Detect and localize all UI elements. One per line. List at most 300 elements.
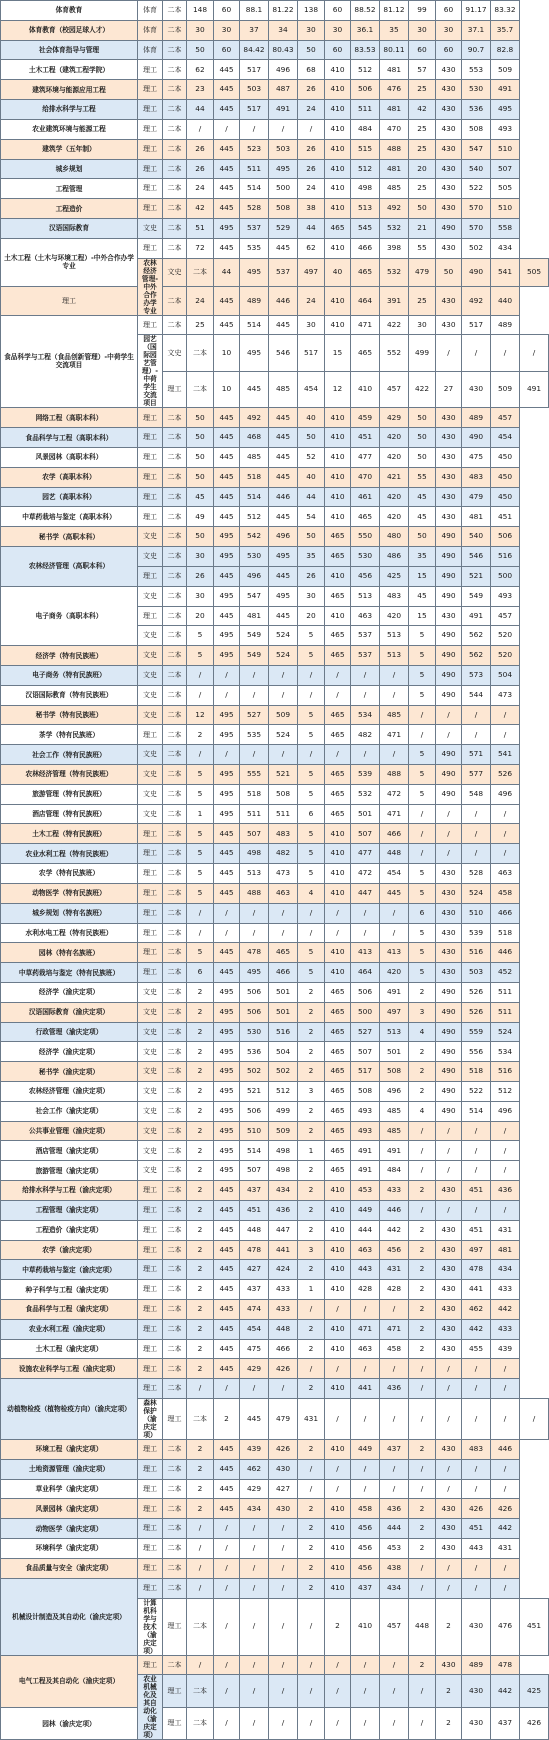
subject-type-cell: 理工 [138, 428, 163, 448]
score-cell: / [298, 903, 325, 923]
score-cell: 50 [187, 40, 214, 60]
table-row [1, 159, 549, 179]
score-cell: / [325, 1707, 351, 1740]
score-cell: 512 [491, 1082, 520, 1102]
score-cell: 456 [380, 1240, 409, 1260]
score-cell: / [240, 1707, 269, 1740]
score-cell: 27 [436, 371, 462, 408]
table-row [1, 179, 549, 199]
subject-type-cell: 理工 [138, 1280, 163, 1300]
score-cell: 55 [409, 467, 436, 487]
score-cell: 518 [462, 1062, 491, 1082]
score-cell: 510 [491, 199, 520, 219]
score-cell: / [409, 1379, 436, 1399]
score-cell: 2 [187, 982, 214, 1002]
score-cell: 431 [491, 1539, 520, 1559]
score-cell: 10 [214, 371, 240, 408]
score-cell: / [351, 1399, 380, 1440]
score-cell: 466 [380, 824, 409, 844]
score-cell: 488 [240, 883, 269, 903]
score-cell: / [462, 1479, 491, 1499]
batch-level-cell: 二本 [163, 903, 187, 923]
score-cell: 30 [436, 20, 462, 40]
subject-type-cell: 理工 [138, 80, 163, 100]
score-cell: 524 [269, 626, 298, 646]
score-cell: 501 [380, 1042, 409, 1062]
score-cell: 485 [269, 371, 298, 408]
score-cell: 26 [187, 566, 214, 586]
score-cell: 534 [491, 1042, 520, 1062]
score-cell: 433 [269, 1299, 298, 1319]
batch-level-cell: 二本 [187, 335, 214, 372]
score-cell: 413 [351, 943, 380, 963]
score-cell: 37.1 [462, 20, 491, 40]
score-cell: 2 [298, 1440, 325, 1460]
score-cell: / [187, 1558, 214, 1578]
score-cell: 1 [298, 1141, 325, 1161]
score-cell: 490 [436, 784, 462, 804]
major-name-cell: 汉语国际教育（特有民族班） [1, 685, 138, 705]
major-name-cell: 草业科学（渝庆定项） [1, 1479, 138, 1499]
score-cell: 508 [269, 784, 298, 804]
score-cell: 6 [298, 804, 325, 824]
subject-type-cell: 理工 [138, 1200, 163, 1220]
score-cell: 530 [351, 547, 380, 567]
score-cell: 491 [351, 1141, 380, 1161]
score-cell: 513 [351, 586, 380, 606]
score-cell: 10 [214, 335, 240, 372]
major-name-cell: 风景园林（高职本科） [1, 448, 138, 468]
score-cell: / [462, 804, 491, 824]
major-name-cell: 秘书学（特有民族班） [1, 705, 138, 725]
score-cell: 473 [491, 685, 520, 705]
score-cell: 410 [325, 1260, 351, 1280]
score-cell: / [409, 1399, 436, 1440]
score-cell: 50 [409, 428, 436, 448]
table-row [1, 80, 549, 100]
score-cell: 35.7 [491, 20, 520, 40]
score-cell: 5 [298, 765, 325, 785]
score-cell: / [325, 665, 351, 685]
score-cell: 490 [436, 626, 462, 646]
batch-level-cell: 二本 [163, 1339, 187, 1359]
major-name-cell: 设施农业科学与工程（渝庆定项） [1, 1359, 138, 1379]
table-row [1, 1578, 549, 1598]
score-cell: 35 [409, 547, 436, 567]
score-cell: / [351, 665, 380, 685]
score-cell: 437 [491, 1707, 520, 1740]
score-cell: 445 [214, 963, 240, 983]
score-cell: / [380, 903, 409, 923]
score-cell: 25 [409, 119, 436, 139]
score-cell: 465 [325, 626, 351, 646]
score-cell: / [380, 745, 409, 765]
score-cell: 463 [351, 1240, 380, 1260]
score-cell: 507 [240, 824, 269, 844]
score-cell: 463 [269, 883, 298, 903]
score-cell: / [298, 1675, 325, 1708]
score-cell: 436 [269, 1200, 298, 1220]
score-cell: 410 [325, 238, 351, 258]
score-cell: / [436, 1121, 462, 1141]
score-cell: 26 [187, 159, 214, 179]
batch-level-cell: 二本 [163, 1499, 187, 1519]
table-row [1, 1319, 549, 1339]
score-cell: 138 [298, 1, 325, 21]
score-cell: / [491, 725, 520, 745]
score-cell: 465 [325, 646, 351, 666]
major-name-cell: 食品科学与工程（渝庆定项） [1, 1299, 138, 1319]
score-cell: / [187, 903, 214, 923]
score-cell: 465 [325, 1042, 351, 1062]
score-cell: 511 [240, 159, 269, 179]
score-cell: 30 [298, 315, 325, 335]
score-cell: / [409, 705, 436, 725]
score-cell: 495 [214, 804, 240, 824]
score-cell: 429 [240, 1359, 269, 1379]
table-row [1, 1181, 549, 1201]
score-cell: 522 [462, 179, 491, 199]
score-cell: / [214, 1379, 240, 1399]
score-cell: / [409, 844, 436, 864]
score-cell: / [409, 804, 436, 824]
score-cell: / [436, 804, 462, 824]
batch-level-cell: 二本 [163, 1359, 187, 1379]
score-cell: 476 [380, 80, 409, 100]
score-cell: 60 [214, 1, 240, 21]
score-cell: 426 [269, 1359, 298, 1379]
score-cell: / [462, 1359, 491, 1379]
score-cell: 50 [187, 467, 214, 487]
score-cell: 449 [351, 1200, 380, 1220]
major-name-cell: 园艺（国际园艺管理）-中荷学生交流项目 [138, 335, 163, 408]
score-cell: / [298, 1655, 325, 1675]
score-cell: 453 [351, 1181, 380, 1201]
subject-type-cell: 理工 [138, 408, 163, 428]
score-cell: 448 [409, 1598, 436, 1655]
major-name-cell: 工程管理（渝庆定项） [1, 1200, 138, 1220]
score-cell: 26 [298, 159, 325, 179]
score-cell: 444 [380, 1519, 409, 1539]
subject-type-cell: 理工 [138, 60, 163, 80]
score-cell: / [491, 1399, 520, 1440]
table-row [1, 100, 549, 120]
score-cell: 477 [351, 448, 380, 468]
subject-type-cell: 理工 [138, 883, 163, 903]
score-cell: 445 [214, 844, 240, 864]
score-cell: 513 [380, 1022, 409, 1042]
table-row [1, 665, 549, 685]
major-name-cell: 农学（高职本科） [1, 467, 138, 487]
score-cell: / [380, 1479, 409, 1499]
score-cell: / [325, 685, 351, 705]
batch-level-cell: 二本 [187, 258, 214, 287]
score-cell: 410 [325, 199, 351, 219]
score-cell: 448 [269, 1319, 298, 1339]
score-cell: 2 [409, 1240, 436, 1260]
score-cell: 430 [436, 1240, 462, 1260]
score-cell: / [491, 1558, 520, 1578]
score-cell: 433 [380, 1181, 409, 1201]
batch-level-cell: 二本 [163, 1022, 187, 1042]
score-cell: 465 [325, 1161, 351, 1181]
score-cell: 429 [240, 1479, 269, 1499]
score-cell: 490 [436, 586, 462, 606]
score-cell: / [240, 903, 269, 923]
major-name-cell: 工程管理 [1, 179, 138, 199]
score-cell: 463 [351, 606, 380, 626]
score-cell: 490 [436, 218, 462, 238]
subject-type-cell: 文史 [138, 1042, 163, 1062]
score-cell: 2 [187, 1260, 214, 1280]
subject-type-cell: 理工 [138, 1240, 163, 1260]
score-cell: 2 [436, 1598, 462, 1655]
score-cell: 518 [240, 784, 269, 804]
score-cell: 490 [436, 1042, 462, 1062]
score-cell: 2 [187, 725, 214, 745]
score-cell: 5 [298, 864, 325, 884]
batch-level-cell: 二本 [163, 100, 187, 120]
score-cell: 558 [491, 218, 520, 238]
score-cell: 425 [380, 566, 409, 586]
score-cell: 445 [214, 1359, 240, 1379]
batch-level-cell: 二本 [163, 1, 187, 21]
major-name-cell: 土木工程（建筑工程学院） [1, 60, 138, 80]
batch-level-cell: 二本 [163, 1240, 187, 1260]
score-cell: / [409, 824, 436, 844]
score-cell: 490 [436, 665, 462, 685]
score-cell: 526 [491, 765, 520, 785]
score-cell: 68 [298, 60, 325, 80]
score-cell: 2 [214, 1399, 240, 1440]
score-cell: 485 [240, 448, 269, 468]
table-row [1, 1499, 549, 1519]
score-cell: 503 [240, 80, 269, 100]
score-cell: 430 [436, 467, 462, 487]
score-cell: 445 [214, 1200, 240, 1220]
score-cell: 447 [351, 883, 380, 903]
score-cell: 438 [380, 1558, 409, 1578]
score-cell: 2 [409, 1339, 436, 1359]
score-cell: / [409, 1558, 436, 1578]
score-cell: 2 [298, 982, 325, 1002]
score-cell: 503 [462, 963, 491, 983]
score-cell: 445 [214, 315, 240, 335]
score-cell: 530 [240, 1022, 269, 1042]
score-cell: 26 [298, 80, 325, 100]
score-cell: 2 [409, 1499, 436, 1519]
score-cell: 465 [325, 1062, 351, 1082]
batch-level-cell: 二本 [163, 20, 187, 40]
score-cell: 450 [491, 487, 520, 507]
score-cell: 445 [380, 883, 409, 903]
score-cell: 495 [214, 1022, 240, 1042]
score-cell: 434 [240, 1499, 269, 1519]
score-cell: 528 [240, 199, 269, 219]
batch-level-cell: 二本 [163, 844, 187, 864]
score-cell: / [269, 685, 298, 705]
score-cell: 495 [214, 725, 240, 745]
score-cell: 445 [214, 1319, 240, 1339]
score-cell: 445 [214, 1339, 240, 1359]
score-cell: 496 [240, 566, 269, 586]
subject-type-cell: 理工 [138, 159, 163, 179]
score-cell: 570 [462, 199, 491, 219]
score-cell: / [436, 705, 462, 725]
score-cell: / [436, 824, 462, 844]
subject-type-cell: 文史 [138, 218, 163, 238]
score-cell: 5 [187, 824, 214, 844]
score-cell: / [240, 665, 269, 685]
subject-type-cell: 文史 [138, 1082, 163, 1102]
score-cell: / [240, 1558, 269, 1578]
major-name-cell: 中草药栽培与鉴定（特有民族班） [1, 963, 138, 983]
score-cell: 24 [298, 179, 325, 199]
score-cell: 410 [325, 448, 351, 468]
score-cell: 512 [351, 159, 380, 179]
score-cell: 495 [214, 586, 240, 606]
table-row [1, 1459, 549, 1479]
score-cell: / [269, 1519, 298, 1539]
table-row [1, 903, 549, 923]
score-cell: 500 [491, 566, 520, 586]
table-row [1, 824, 549, 844]
score-cell: / [436, 725, 462, 745]
score-cell: 463 [351, 1339, 380, 1359]
table-row [1, 238, 549, 258]
score-cell: 45 [409, 586, 436, 606]
table-row [1, 745, 549, 765]
score-cell: 495 [269, 586, 298, 606]
score-cell: 461 [351, 487, 380, 507]
score-cell: 430 [436, 60, 462, 80]
score-cell: 465 [351, 507, 380, 527]
major-name-cell: 计算机科学与技术（渝庆定项） [138, 1598, 163, 1655]
score-cell: 455 [462, 1339, 491, 1359]
score-cell: 430 [436, 923, 462, 943]
score-cell: / [187, 685, 214, 705]
batch-level-cell: 二本 [163, 1578, 187, 1598]
major-name-cell: 园林（特有名族班） [1, 943, 138, 963]
score-cell: 470 [380, 119, 409, 139]
score-cell: / [269, 1379, 298, 1399]
table-row [1, 408, 549, 428]
batch-level-cell: 二本 [163, 1319, 187, 1339]
major-name-cell: 汉语国际教育 [1, 218, 138, 238]
score-cell: 483 [462, 467, 491, 487]
score-cell: 20 [298, 606, 325, 626]
score-cell: / [351, 1707, 380, 1740]
score-cell: 5 [187, 864, 214, 884]
score-cell: 2 [187, 1062, 214, 1082]
score-cell: 82.8 [491, 40, 520, 60]
major-name-cell: 秘书学（高职本科） [1, 527, 138, 547]
score-cell: / [462, 1161, 491, 1181]
batch-level-cell: 二本 [163, 765, 187, 785]
score-cell: 495 [240, 963, 269, 983]
score-cell: / [520, 335, 549, 372]
score-cell: 481 [380, 159, 409, 179]
score-cell: / [409, 1578, 436, 1598]
score-cell: 503 [269, 139, 298, 159]
score-cell: 413 [380, 943, 409, 963]
score-cell: 430 [269, 1459, 298, 1479]
score-cell: 410 [325, 467, 351, 487]
score-cell: 2 [409, 1082, 436, 1102]
score-cell: / [491, 844, 520, 864]
score-cell: 527 [240, 705, 269, 725]
score-cell: / [325, 1655, 351, 1675]
score-cell: / [240, 1539, 269, 1559]
score-cell: 30 [187, 547, 214, 567]
score-cell: 436 [380, 1379, 409, 1399]
score-cell: 430 [436, 199, 462, 219]
score-cell: 509 [269, 1121, 298, 1141]
score-cell: 445 [214, 507, 240, 527]
score-cell: 437 [240, 1280, 269, 1300]
score-cell: / [187, 745, 214, 765]
score-cell: / [269, 745, 298, 765]
score-cell: 26 [298, 139, 325, 159]
score-cell: 445 [269, 507, 298, 527]
score-cell: 449 [351, 1440, 380, 1460]
score-cell: / [269, 903, 298, 923]
score-cell: 430 [436, 1519, 462, 1539]
table-row [1, 1062, 549, 1082]
batch-level-cell: 二本 [163, 40, 187, 60]
subject-type-cell: 理工 [138, 1299, 163, 1319]
subject-type-cell: 理工 [138, 725, 163, 745]
score-cell: 410 [325, 566, 351, 586]
score-cell: 60 [325, 40, 351, 60]
score-cell: 2 [298, 1339, 325, 1359]
score-cell: 5 [187, 844, 214, 864]
score-cell: 2 [187, 1200, 214, 1220]
score-cell: 445 [214, 60, 240, 80]
score-cell: 471 [351, 1319, 380, 1339]
score-cell: 490 [436, 1062, 462, 1082]
score-cell: / [409, 1121, 436, 1141]
score-cell: 420 [380, 428, 409, 448]
score-cell: / [491, 1479, 520, 1499]
score-cell: / [462, 725, 491, 745]
score-cell: 450 [491, 448, 520, 468]
batch-level-cell: 二本 [163, 784, 187, 804]
batch-level-cell: 二本 [163, 119, 187, 139]
score-cell: 433 [269, 1280, 298, 1300]
score-cell: 457 [491, 408, 520, 428]
score-cell: 42 [187, 199, 214, 219]
score-cell: 474 [240, 1299, 269, 1319]
batch-level-cell: 二本 [163, 1101, 187, 1121]
score-cell: 442 [491, 1675, 520, 1708]
score-cell: 91.17 [462, 1, 491, 21]
score-cell: 410 [325, 883, 351, 903]
score-cell: 430 [436, 1260, 462, 1280]
score-cell: 485 [380, 1121, 409, 1141]
score-cell: 430 [436, 448, 462, 468]
batch-level-cell: 二本 [187, 1399, 214, 1440]
major-name-cell: 农林经济管理（高职本科） [1, 547, 138, 587]
batch-level-cell: 二本 [163, 982, 187, 1002]
score-cell: 443 [462, 1539, 491, 1559]
score-cell: 410 [325, 119, 351, 139]
batch-level-cell: 二本 [163, 824, 187, 844]
score-cell: 477 [351, 844, 380, 864]
subject-type-cell: 理工 [138, 606, 163, 626]
batch-level-cell: 二本 [163, 60, 187, 80]
major-name-cell: 土木工程（渝庆定项） [1, 1339, 138, 1359]
